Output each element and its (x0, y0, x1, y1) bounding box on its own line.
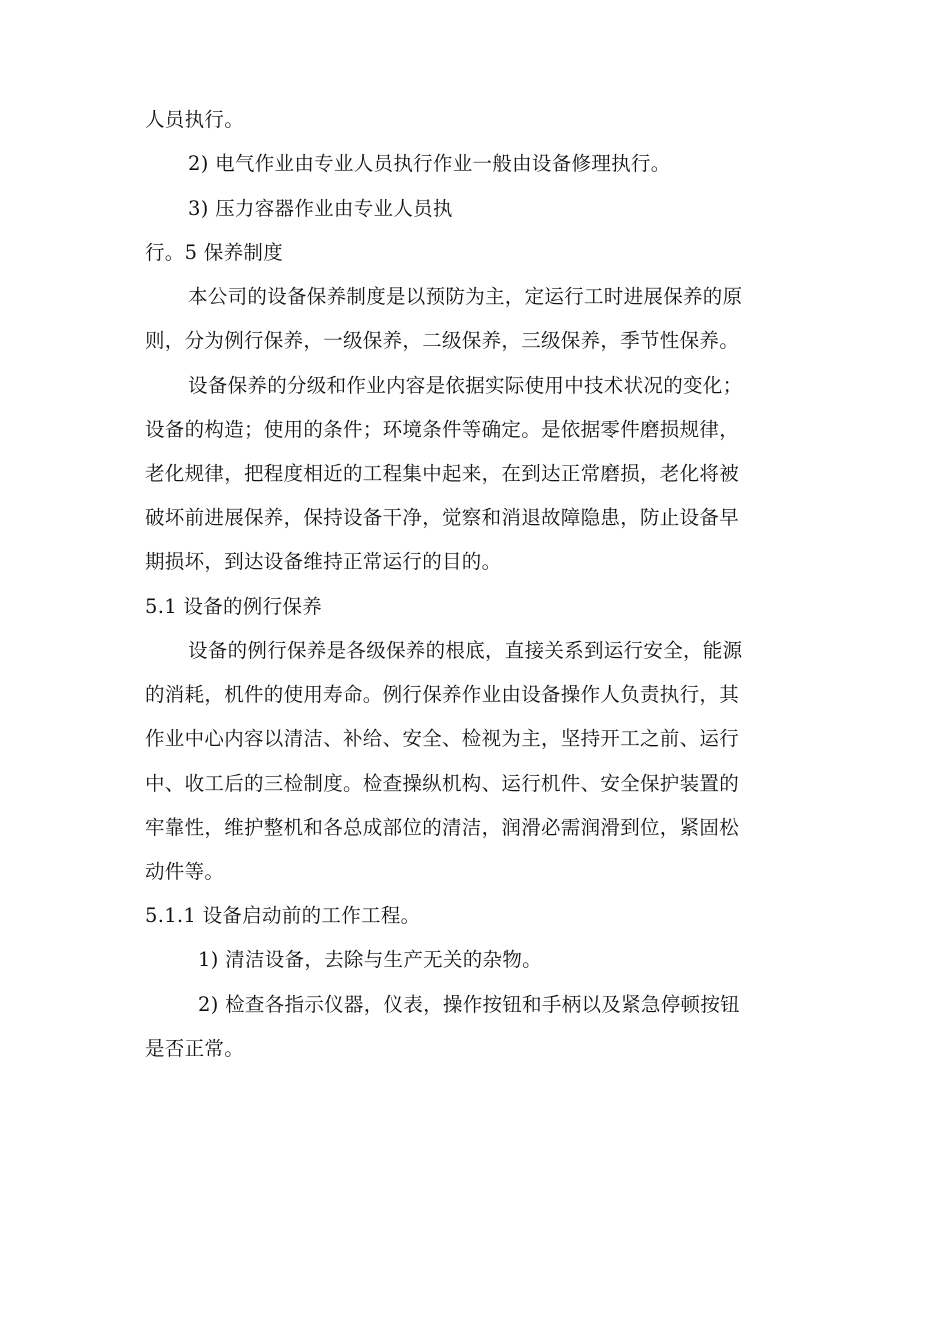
paragraph-line: 老化规律，把程度相近的工程集中起来，在到达正常磨损，老化将被 (145, 462, 740, 485)
section-heading-prestart-work: 5.1.1 设备启动前的工作工程。 (145, 904, 421, 927)
paragraph-line: 的消耗，机件的使用寿命。例行保养作业由设备操作人负责执行，其 (145, 683, 740, 706)
section-heading-maintenance-system: 行。5 保养制度 (145, 241, 284, 264)
paragraph-line: 是否正常。 (145, 1037, 245, 1060)
paragraph-line: 设备的构造；使用的条件；环境条件等确定。是依据零件磨损规律， (145, 418, 740, 441)
section-heading-routine-maintenance: 5.1 设备的例行保养 (145, 595, 323, 618)
paragraph-line: 期损坏，到达设备维持正常运行的目的。 (145, 550, 502, 573)
paragraph-line: 则，分为例行保养，一级保养，二级保养，三级保养，季节性保养。 (145, 329, 740, 352)
paragraph-line: 本公司的设备保养制度是以预防为主，定运行工时进展保养的原 (188, 285, 743, 308)
list-item-check-instruments: 2) 检查各指示仪器，仪表，操作按钮和手柄以及紧急停顿按钮 (198, 993, 740, 1016)
text-line-continuation: 人员执行。 (145, 108, 245, 131)
paragraph-line: 破坏前进展保养，保持设备干净，觉察和消退故障隐患，防止设备早 (145, 506, 740, 529)
paragraph-line: 动件等。 (145, 860, 225, 883)
list-item-pressure-vessel-work: 3) 压力容器作业由专业人员执 (188, 197, 453, 220)
paragraph-line: 设备保养的分级和作业内容是依据实际使用中技术状况的变化； (188, 374, 743, 397)
paragraph-line: 作业中心内容以清洁、补给、安全、检视为主，坚持开工之前、运行 (145, 727, 740, 750)
paragraph-line: 中、收工后的三检制度。检查操纵机构、运行机件、安全保护装置的 (145, 772, 740, 795)
paragraph-line: 牢靠性，维护整机和各总成部位的清洁，润滑必需润滑到位，紧固松 (145, 816, 740, 839)
list-item-clean-equipment: 1) 清洁设备，去除与生产无关的杂物。 (198, 948, 542, 971)
list-item-electrical-work: 2) 电气作业由专业人员执行作业一般由设备修理执行。 (188, 152, 671, 175)
paragraph-line: 设备的例行保养是各级保养的根底，直接关系到运行安全，能源 (188, 639, 743, 662)
